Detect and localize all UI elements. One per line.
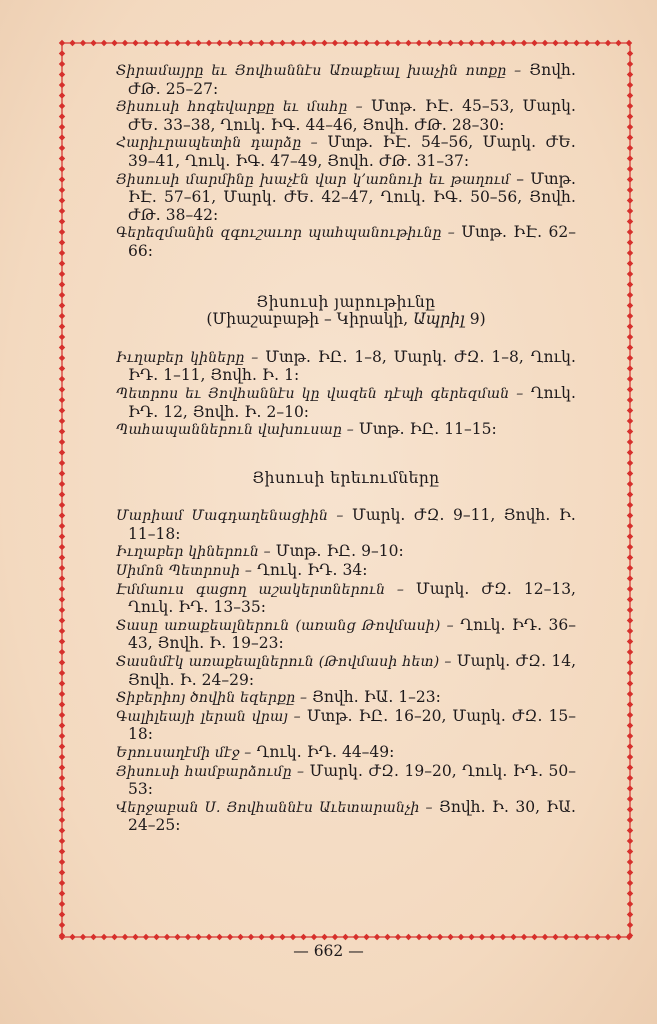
scripture-entry [116,62,576,98]
scripture-entry [116,562,576,581]
entry-title: Յիսուսի համբարձումը – [116,763,305,780]
entry-reference: Յովհ․ ԺԹ․ 25–27: [128,61,576,98]
entry-title: Գալիլեայի լերան վրայ – [116,708,301,725]
entry-title: Վերջաբան Ս. Յովհաննէս Աւետարանչի – [116,799,433,816]
scripture-entry [116,349,576,385]
entry-title: Էմմաուս գացող աշակերտներուն – [116,581,405,598]
entry-title: Պահապաններուն վախուսաը – [116,422,354,439]
entry-title: Յիսուսի հոգեվարքը եւ մահը – [116,99,363,116]
entry-title: Սիմոն Պետրոսի – [116,563,253,580]
entry-reference: Մտթ․ ԻԷ․ 45–53, Մարկ․ ԺԵ․ 33–38, Ղուկ․ ԻԳ․ 44–46, Յովհ․ ԺԹ․ 28–30: [128,97,576,134]
scripture-entry [116,98,576,134]
scripture-entry [116,653,576,689]
scripture-entry [116,708,576,744]
entry-reference: – Մտթ․ ԻԷ․ 57–61, Մարկ․ ԺԵ․ 42–47, Ղուկ․ ԻԳ․ 50–56, Յովհ․ ԺԹ․ 38–42: [128,169,576,224]
entry-title: Իւղաբեր կիներուն – [116,544,271,561]
entry-reference: Ղուկ․ ԻԴ․ 34: [252,561,368,580]
heading-resurrection: Յիսուսի յարութիւնը [256,292,436,311]
entry-reference: Մտթ․ ԻԸ․ 9–10: [270,542,404,561]
page-content [116,62,576,835]
scripture-entry [116,224,576,260]
scripture-entry [116,134,576,170]
entry-reference: Մարկ․ ԺԶ․ 14, Յովհ․ Ի․ 24–29: [128,652,576,689]
heading-appearances: Յիսուսի երեւումները [252,468,440,487]
scripture-entry [116,581,576,617]
section-resurrection-entries [116,349,576,440]
entry-title: Տիրամայրը եւ Յովհաննէս Առաքեալ խաչին ոտքը – [116,63,522,79]
scripture-entry [116,543,576,562]
scripture-entry [116,171,576,225]
entry-reference: Ղուկ․ ԻԴ․ 12, Յովհ․ Ի․ 2–10: [128,383,577,421]
entry-title: Տասնմէկ առաքեալներուն (Թովմասի հետ) – [116,654,452,671]
scripture-entry [116,421,576,440]
subheading-date [116,311,576,329]
entry-reference: Ղուկ․ ԻԴ․ 44–49: [251,743,395,761]
entry-title: Երուսաղէմի մէջ – [116,745,252,761]
scripture-entry [116,507,576,543]
scripture-entry [116,799,576,835]
scripture-entry [116,744,576,763]
scripture-entry [116,689,576,708]
scripture-entry [116,763,576,799]
entry-title: Պետրոս եւ Յովհաննէս կը վազեն դէպի գերեզման – [116,385,524,402]
entry-reference: Մարկ․ ԺԶ․ 19–20, Ղուկ․ ԻԴ․ 50–53: [128,761,576,799]
entry-reference: Մտթ․ ԻԷ․ 62–66: [128,223,576,260]
entry-title: Յիսուսի մարմինը խաչէն վար կ՚առնուի եւ թաղում [116,171,511,188]
entry-reference: Ղուկ․ ԻԴ․ 36–43, Յովհ․ Ի․ 19–23: [128,615,576,653]
entry-reference: Յովհ․ Ի․ 30, ԻԱ․ 24–25: [128,797,576,835]
subheading-date-month: Ապրիլ [413,310,465,329]
entry-title: Իւղաբեր կիները – [116,349,259,366]
entry-title: Տասը առաքեալներուն (առանց Թովմասի) – [116,617,454,634]
scripture-entry [116,385,576,421]
entry-reference: Մտթ․ ԻԷ․ 54–56, Մարկ․ ԺԵ․ 39–41, Ղուկ․ ԻԳ․ 47–49, Յովհ․ ԺԹ․ 31–37: [128,133,576,170]
entry-reference: Մտթ․ ԻԸ․ 16–20, Մարկ․ ԺԶ․ 15–18: [128,706,576,744]
scripture-entry [116,617,576,653]
section-appearance-entries [116,507,576,835]
entry-reference: Յովհ․ ԻԱ․ 1–23: [307,688,441,707]
entry-title: Մարիամ Մագդաղենացիին – [116,508,344,525]
entry-title: Գերեզմանին զգուշաւոր պահպանութիւնը – [116,225,455,242]
entry-reference: Մտթ․ ԻԸ․ 1–8, Մարկ․ ԺԶ․ 1–8, Ղուկ․ ԻԴ․ 1–11, Յովհ․ Ի․ 1: [128,347,577,385]
entry-reference: Մարկ․ ԺԶ․ 12–13, Ղուկ․ ԻԴ․ 13–35: [128,579,576,617]
section-crucifixion-entries [116,62,576,261]
page-number: — 662 — [293,942,364,960]
entry-title: Տիբերիոյ ծովին եզերքը – [116,690,308,707]
entry-reference: Մարկ․ ԺԶ․ 9–11, Յովհ․ Ի․ 11–18: [128,506,576,543]
subheading-date-pre: (Միաշաբաթի – Կիրակի, [206,310,409,329]
entry-title: Հարիւրապետին դարձը – [116,135,318,152]
subheading-date-post: 9) [469,310,486,329]
entry-reference: Մտթ․ ԻԸ․ 11–15: [354,420,497,439]
